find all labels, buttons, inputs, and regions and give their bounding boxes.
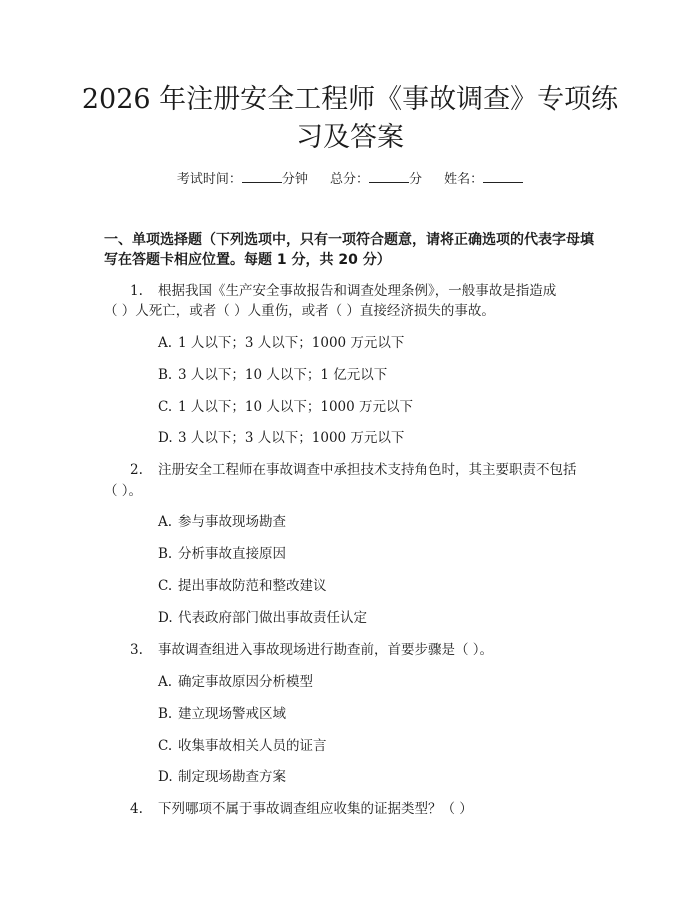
question-4-line1 [130, 799, 473, 819]
question-1-option-c [158, 397, 413, 417]
question-1-line1 [130, 281, 556, 301]
question-1-number: 1. [130, 283, 143, 299]
section-heading-line2: 写在答题卡相应位置。每题 1 分，共 20 分） [104, 252, 391, 268]
question-3-number: 3. [130, 642, 143, 658]
option-letter: A. [158, 674, 173, 690]
exam-name-blank [483, 168, 523, 183]
option-letter: A. [158, 514, 173, 530]
option-letter: B. [158, 706, 173, 722]
option-letter: A. [158, 335, 173, 351]
question-2-option-a [158, 512, 286, 532]
option-text: 制定现场勘查方案 [178, 769, 286, 785]
option-text: 分析事故直接原因 [178, 546, 286, 562]
question-1-text-line1: 根据我国《生产安全事故报告和调查处理条例》，一般事故是指造成 [158, 283, 557, 299]
exam-score-label: 总分： [329, 172, 369, 187]
question-4-number: 4. [130, 801, 143, 817]
option-letter: D. [158, 430, 173, 446]
exam-time [177, 172, 308, 187]
question-2-option-b [158, 544, 286, 564]
section-heading-line1: 一、单项选择题（下列选项中，只有一项符合题意，请将正确选项的代表字母填 [104, 232, 594, 248]
question-1-option-a [158, 333, 404, 353]
option-letter: C. [158, 399, 173, 415]
question-2-option-c [158, 576, 327, 596]
option-text: 1 人以下；3 人以下；1000 万元以下 [178, 335, 405, 351]
exam-score-blank [369, 168, 409, 183]
option-text: 提出事故防范和整改建议 [178, 578, 327, 594]
exam-score-unit: 分 [409, 172, 423, 187]
option-text: 收集事故相关人员的证言 [178, 738, 327, 754]
question-2-text-line2: （ ）。 [104, 483, 143, 499]
option-text: 参与事故现场勘查 [178, 514, 286, 530]
option-letter: D. [158, 769, 173, 785]
option-text: 1 人以下；10 人以下；1000 万元以下 [178, 399, 413, 415]
option-letter: C. [158, 578, 173, 594]
option-text: 3 人以下；10 人以下；1 亿元以下 [178, 367, 388, 383]
question-3-option-a [158, 672, 313, 692]
option-text: 建立现场警戒区域 [178, 706, 286, 722]
question-1-text-line2: （ ）人死亡，或者（ ）人重伤，或者（ ）直接经济损失的事故。 [104, 303, 495, 319]
question-1-option-b [158, 365, 387, 385]
question-3-text-line1: 事故调查组进入事故现场进行勘查前，首要步骤是（ ）。 [158, 642, 494, 658]
exam-time-blank [242, 168, 282, 183]
question-1-option-d [158, 428, 404, 448]
question-3-line1 [130, 640, 493, 660]
exam-time-unit: 分钟 [281, 172, 308, 187]
option-letter: B. [158, 546, 173, 562]
question-2-number: 2. [130, 462, 143, 478]
question-2-line1 [130, 460, 577, 480]
question-3-option-c [158, 736, 327, 756]
question-3-option-d [158, 767, 286, 787]
exam-score [330, 172, 422, 187]
question-4-text-line1: 下列哪项不属于事故调查组应收集的证据类型？（ ） [158, 801, 473, 817]
option-text: 确定事故原因分析模型 [178, 674, 313, 690]
option-letter: D. [158, 610, 173, 626]
document-title-line1: 2026 年注册安全工程师《事故调查》专项练 [81, 84, 619, 115]
document-title-line2: 习及答案 [296, 122, 404, 153]
exam-name-label: 姓名： [444, 172, 484, 187]
exam-name [444, 172, 523, 187]
option-letter: B. [158, 367, 173, 383]
question-3-option-b [158, 704, 286, 724]
question-2-option-d [158, 608, 367, 628]
option-text: 代表政府部门做出事故责任认定 [178, 610, 367, 626]
option-text: 3 人以下；3 人以下；1000 万元以下 [178, 430, 405, 446]
option-letter: C. [158, 738, 173, 754]
question-2-text-line1: 注册安全工程师在事故调查中承担技术支持角色时，其主要职责不包括 [158, 462, 577, 478]
exam-time-label: 考试时间： [176, 172, 242, 187]
exam-info-row [0, 168, 700, 190]
